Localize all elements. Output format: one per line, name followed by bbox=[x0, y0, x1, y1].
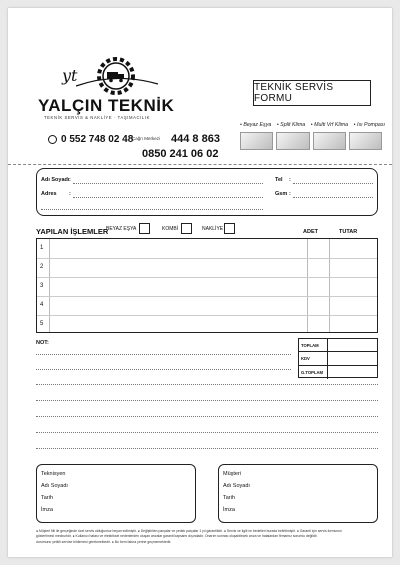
footer-note: gösterilmesi mecburidir. ● Kullanıcı hatası ve elektriksel nedenlerden oluşan arızalar garanti kapsamı dışındadır. Onarım sonrası oluşabilecek arıza ve hatalardan firmamız sorumlu değildir. bbox=[36, 534, 318, 539]
technician-date-label: Tarih bbox=[41, 495, 53, 501]
row-number: 2 bbox=[40, 264, 44, 270]
address-label: Adres bbox=[41, 191, 57, 197]
column-divider bbox=[307, 239, 308, 332]
column-divider bbox=[49, 239, 50, 332]
colon: : bbox=[69, 191, 71, 197]
header-divider bbox=[8, 164, 392, 165]
service-images bbox=[240, 132, 382, 150]
service-item: • Multi Vrf Klima bbox=[310, 122, 349, 128]
customer-signature-label: İmza bbox=[223, 507, 235, 513]
white-goods-checkbox[interactable] bbox=[139, 223, 150, 234]
brand-name: YALÇIN TEKNİK bbox=[38, 96, 175, 115]
totals-box bbox=[298, 338, 378, 378]
footer-note: durumunu yetkili servise bildirmesi gerekmektedir. ● Bu form fatura yerine geçmemektedir. bbox=[36, 539, 172, 544]
boiler-checkbox[interactable] bbox=[181, 223, 192, 234]
option-label: BEYAZ EŞYA bbox=[106, 226, 137, 232]
note-line[interactable] bbox=[36, 432, 378, 433]
row-divider bbox=[37, 315, 377, 316]
tel-field[interactable] bbox=[293, 183, 373, 184]
customer-date-label: Tarih bbox=[223, 495, 235, 501]
colon: : bbox=[289, 191, 291, 197]
note-line[interactable] bbox=[36, 369, 291, 370]
call-center-label: Çağrı Merkezi bbox=[132, 136, 161, 141]
note-label: NOT: bbox=[36, 340, 49, 346]
service-list bbox=[240, 122, 385, 128]
heat-pump-image bbox=[349, 132, 382, 150]
technician-name-label: Adı Soyadı bbox=[41, 483, 68, 489]
footer-notes bbox=[36, 529, 381, 545]
mobile-number: 0 552 748 02 48 bbox=[61, 134, 134, 145]
grand-total-label: G.TOPLAM bbox=[301, 369, 324, 375]
grand-total-row bbox=[299, 366, 377, 379]
note-line[interactable] bbox=[36, 416, 378, 417]
qty-header: ADET bbox=[303, 229, 318, 235]
note-line[interactable] bbox=[36, 354, 291, 355]
form-title-text: TEKNİK SERVİS FORMU bbox=[254, 82, 334, 104]
vrf-ac-image bbox=[313, 132, 346, 150]
customer-name-label: Adı Soyadı bbox=[223, 483, 250, 489]
technician-title: Teknisyen bbox=[41, 471, 66, 477]
colon: : bbox=[69, 177, 71, 183]
amount-header: TUTAR bbox=[339, 229, 358, 235]
landline-number: 0850 241 06 02 bbox=[142, 148, 219, 160]
row-divider bbox=[37, 258, 377, 259]
option-label: NAKLİYE bbox=[202, 226, 224, 232]
split-ac-image bbox=[276, 132, 309, 150]
row-divider bbox=[37, 277, 377, 278]
total-label: TOPLAM bbox=[301, 343, 319, 348]
row-number: 1 bbox=[40, 245, 44, 251]
total-row bbox=[299, 339, 377, 352]
note-line[interactable] bbox=[36, 400, 378, 401]
technician-signature-label: İmza bbox=[41, 507, 53, 513]
call-center-number: 444 8 863 bbox=[171, 133, 220, 145]
appliance-image bbox=[240, 132, 273, 150]
gsm-field[interactable] bbox=[293, 197, 373, 198]
service-item: • Beyaz Eşya bbox=[240, 122, 272, 128]
row-number: 4 bbox=[40, 302, 44, 308]
note-line[interactable] bbox=[36, 384, 378, 385]
service-form-page bbox=[8, 8, 392, 557]
row-number: 5 bbox=[40, 321, 44, 327]
tel-label: Tel bbox=[275, 177, 283, 183]
brand-monogram: yt bbox=[62, 66, 78, 85]
customer-title: Müşteri bbox=[223, 471, 242, 477]
whatsapp-icon bbox=[48, 135, 57, 144]
form-title bbox=[253, 80, 371, 106]
service-item: • Split Klima bbox=[276, 122, 306, 128]
footer-note: ● Müşteri fiili ile gerçeğinde özel servis olduğumuz beyan edilmiştir. ● Değiştirilen parçalar ve yedek parçalar 1 yıl garantilidir. ● Servis ve ilgili ve bedelleri burada belirtilmiştir. ● Garanti için servis formunun bbox=[36, 529, 342, 533]
transport-checkbox[interactable] bbox=[224, 223, 235, 234]
colon: : bbox=[289, 177, 291, 183]
mobile-phone bbox=[48, 134, 133, 145]
name-label: Adı Soyadı bbox=[41, 177, 70, 183]
customer-sign-box bbox=[218, 464, 378, 523]
note-line[interactable] bbox=[36, 448, 378, 449]
operations-title: YAPILAN İŞLEMLER bbox=[36, 227, 109, 236]
technician-box bbox=[36, 464, 196, 523]
vat-row bbox=[299, 352, 377, 365]
address-field[interactable] bbox=[73, 197, 263, 198]
customer-info-box bbox=[36, 168, 378, 216]
service-item: • Isı Pompası bbox=[353, 122, 385, 128]
row-number: 3 bbox=[40, 283, 44, 289]
option-label: KOMBİ bbox=[162, 226, 179, 232]
column-divider bbox=[329, 239, 330, 332]
brand-tagline: TEKNİK SERVİS & NAKLİYE · TAŞIMACILIK bbox=[44, 115, 150, 120]
name-field[interactable] bbox=[73, 183, 263, 184]
operations-table bbox=[36, 238, 378, 333]
gsm-label: Gsm bbox=[275, 191, 288, 197]
address-field-2[interactable] bbox=[41, 209, 263, 210]
row-divider bbox=[37, 296, 377, 297]
vat-label: KDV bbox=[301, 356, 310, 362]
